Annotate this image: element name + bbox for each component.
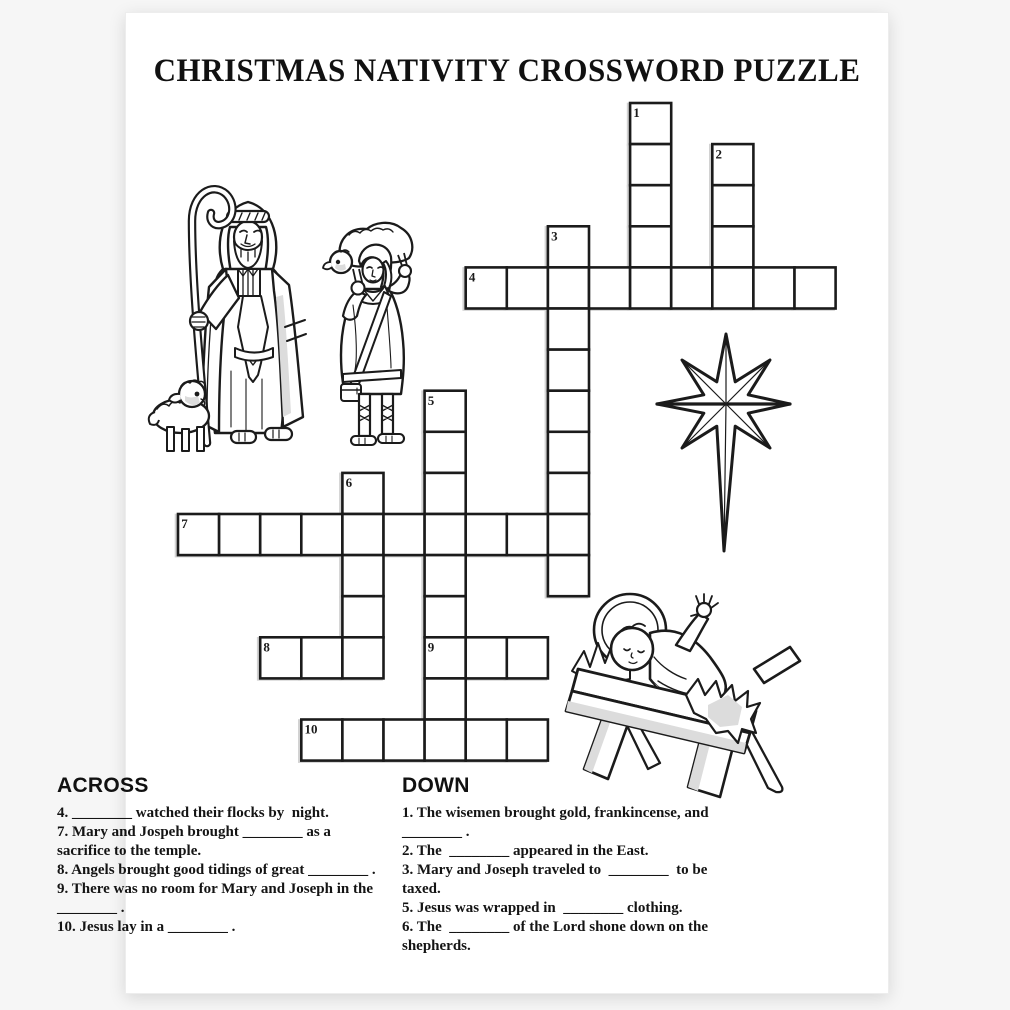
grid-cell[interactable] xyxy=(466,514,507,555)
grid-cell[interactable] xyxy=(425,473,466,514)
cell-number: 10 xyxy=(304,721,318,737)
grid-cell[interactable] xyxy=(425,514,466,555)
clue-text: Angels brought good tidings of great ________ . xyxy=(71,862,376,878)
cell-number: 7 xyxy=(181,516,188,532)
grid-cell[interactable] xyxy=(425,596,466,637)
clue-text: The ________ of the Lord shone down on the shepherds. xyxy=(402,919,712,954)
grid-cell[interactable] xyxy=(671,267,712,308)
grid-cell[interactable] xyxy=(548,432,589,473)
clue-number: 4 xyxy=(57,805,65,821)
grid-cell[interactable] xyxy=(548,309,589,350)
grid-cell[interactable] xyxy=(548,391,589,432)
clue-number: 7 xyxy=(57,824,65,840)
cell-number: 1 xyxy=(633,105,640,121)
grid-cell[interactable] xyxy=(425,720,466,761)
grid-cell[interactable] xyxy=(589,267,630,308)
grid-cell[interactable] xyxy=(425,555,466,596)
cell-number: 9 xyxy=(427,639,435,655)
clue-number: 10 xyxy=(57,919,72,935)
grid-cell[interactable] xyxy=(795,267,836,308)
grid-cell[interactable] xyxy=(384,514,425,555)
grid-cell[interactable] xyxy=(548,350,589,391)
down-clue-5: 5. Jesus was wrapped in ________ clothing. xyxy=(402,900,683,916)
cell-number: 3 xyxy=(551,228,558,244)
grid-cell[interactable] xyxy=(548,473,589,514)
grid-cell[interactable] xyxy=(301,514,342,555)
clue-number: 5 xyxy=(402,900,410,916)
grid-cell[interactable] xyxy=(342,514,383,555)
grid-cell[interactable] xyxy=(630,267,671,308)
grid-cell[interactable] xyxy=(466,637,507,678)
grid-cell[interactable] xyxy=(753,267,794,308)
grid-cell[interactable] xyxy=(548,555,589,596)
across-clue-9: 9. There was no room for Mary and Joseph in the ________ . xyxy=(57,881,377,916)
grid-cell[interactable] xyxy=(301,637,342,678)
down-clue-3: 3. Mary and Joseph traveled to ________ to be taxed. xyxy=(402,862,712,897)
down-clue-2: 2. The ________ appeared in the East. xyxy=(402,843,649,859)
cell-number: 2 xyxy=(715,146,722,162)
clue-number: 6 xyxy=(402,919,410,935)
across-clue-10: 10. Jesus lay in a ________ . xyxy=(57,919,236,935)
grid-cell[interactable] xyxy=(384,720,425,761)
clue-text: Jesus lay in a ________ . xyxy=(79,919,236,935)
clue-text: The ________ appeared in the East. xyxy=(416,843,649,859)
grid-cell[interactable] xyxy=(342,720,383,761)
grid-cell[interactable] xyxy=(342,596,383,637)
clue-number: 9 xyxy=(57,881,65,897)
grid-cell[interactable] xyxy=(712,185,753,226)
down-clue-6: 6. The ________ of the Lord shone down on the shepherds. xyxy=(402,919,712,954)
grid-cell[interactable] xyxy=(507,637,548,678)
grid-cell[interactable] xyxy=(507,514,548,555)
down-section xyxy=(402,774,746,956)
clue-text: Mary and Joseph traveled to ________ to be taxed. xyxy=(402,862,712,897)
cell-number: 5 xyxy=(427,392,435,408)
cell-number: 8 xyxy=(263,639,270,655)
clue-text: The wisemen brought gold, frankincense, and ________ . xyxy=(402,805,713,840)
grid-cell[interactable] xyxy=(342,637,383,678)
across-clue-8: 8. Angels brought good tidings of great ________ . xyxy=(57,862,376,878)
across-clue-list xyxy=(57,804,383,937)
clue-number: 1 xyxy=(402,805,410,821)
grid-cell[interactable] xyxy=(630,144,671,185)
grid-cell[interactable] xyxy=(630,185,671,226)
cell-number: 6 xyxy=(345,475,353,491)
cell-number: 4 xyxy=(468,269,476,285)
across-clue-7: 7. Mary and Jospeh brought ________ as a sacrifice to the temple. xyxy=(57,824,335,859)
grid-cell[interactable] xyxy=(712,226,753,267)
grid-cell[interactable] xyxy=(425,678,466,719)
grid-cell[interactable] xyxy=(342,555,383,596)
clue-text: Jesus was wrapped in ________ clothing. xyxy=(417,900,683,916)
page-title: CHRISTMAS NATIVITY CROSSWORD PUZZLE xyxy=(153,53,861,89)
grid-cell[interactable] xyxy=(548,267,589,308)
clue-number: 3 xyxy=(402,862,410,878)
down-clue-list xyxy=(402,804,746,956)
grid-cell[interactable] xyxy=(507,720,548,761)
down-clue-1: 1. The wisemen brought gold, frankincense, and ________ . xyxy=(402,805,713,840)
grid-cell[interactable] xyxy=(219,514,260,555)
grid-cell[interactable] xyxy=(425,432,466,473)
down-header: DOWN xyxy=(402,774,470,797)
clue-number: 8 xyxy=(57,862,65,878)
grid-cell[interactable] xyxy=(466,720,507,761)
clue-text: ________ watched their flocks by night. xyxy=(72,805,329,821)
clue-text: There was no room for Mary and Joseph in the ________ . xyxy=(57,881,377,916)
grid-cell[interactable] xyxy=(260,514,301,555)
across-clue-4: 4. ________ watched their flocks by night. xyxy=(57,805,329,821)
across-section xyxy=(57,774,383,937)
clue-text: Mary and Jospeh brought ________ as a sacrifice to the temple. xyxy=(57,824,335,859)
grid-cell[interactable] xyxy=(548,514,589,555)
across-header: ACROSS xyxy=(57,774,149,797)
grid-cell[interactable] xyxy=(507,267,548,308)
grid-cell[interactable] xyxy=(630,226,671,267)
clue-number: 2 xyxy=(402,843,410,859)
grid-cell[interactable] xyxy=(712,267,753,308)
